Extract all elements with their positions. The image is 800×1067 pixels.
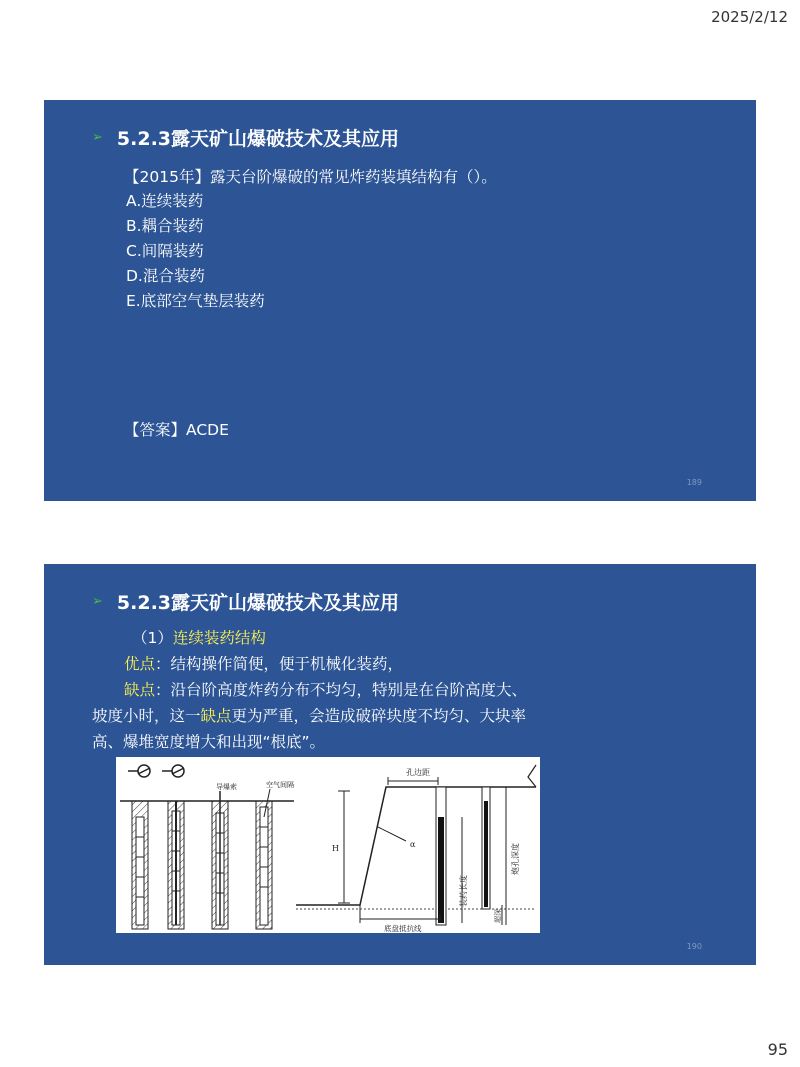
slide-number: 189 [686,478,702,487]
angle-label: α [410,840,416,849]
continuation-line-2: 高、爆堆宽度增大和出现“根底”。 [92,733,326,751]
air-gap-label: 空气间隔 [266,781,294,789]
slide-title-text: 5.2.3露天矿山爆破技术及其应用 [116,592,400,614]
answer: 【答案】ACDE [124,421,229,439]
continuation-line-1 [92,703,526,729]
option-c: C.间隔装药 [126,242,204,260]
option-d: D.混合装药 [126,267,205,285]
slide-number: 190 [686,942,702,951]
disadvantage-label: 缺点 [124,681,156,699]
arrow-bullet-icon: ➢ [92,130,103,145]
option-b: B.耦合装药 [126,217,204,235]
page-number: 95 [767,1040,788,1059]
slide-190 [44,564,756,965]
advantage-text: ：结构操作简便，便于机械化装药， [155,655,404,673]
toe-burden-label: 底盘抵抗线 [384,924,422,933]
hole-edge-distance-label: 孔边距 [406,768,430,777]
slide-title [92,124,399,151]
disadvantage-line [124,677,527,703]
subheading-highlight: 连续装药结构 [172,629,266,647]
slide-189 [44,100,756,501]
option-e: E.底部空气垫层装药 [126,292,265,310]
slide-title-text: 5.2.3露天矿山爆破技术及其应用 [116,128,400,150]
subheading-prefix: （1） [132,629,173,647]
question-stem: 【2015年】露天台阶爆破的常见炸药装填结构有（）。 [124,168,497,186]
subdrill-label: 超深 [494,909,502,923]
option-a: A.连续装药 [126,192,204,210]
hole-depth-label: 炮孔深度 [511,843,520,875]
arrow-bullet-icon: ➢ [92,594,103,609]
charge-structure-figure [116,757,540,933]
subheading [132,625,266,651]
borehole-plan-symbols [128,765,184,777]
disadvantage-text: ：沿台阶高度炸药分布不均匀，特别是在台阶高度大、 [155,681,528,699]
detonating-cord-label: 导爆索 [216,783,237,791]
height-label: H [332,844,339,853]
slide-title [92,588,399,615]
page-date: 2025/2/12 [711,8,788,26]
borehole-sections [132,789,272,929]
continuation-text-b: 更为严重，会造成破碎块度不均匀、大块率 [231,707,527,725]
advantage-label: 优点 [124,655,156,673]
continuation-text-a: 坡度小时，这一 [92,707,201,725]
continuation-highlight: 缺点 [200,707,232,725]
charge-length-label: 装药长度 [459,875,468,907]
advantage-line [124,651,403,677]
option-list [126,189,265,314]
